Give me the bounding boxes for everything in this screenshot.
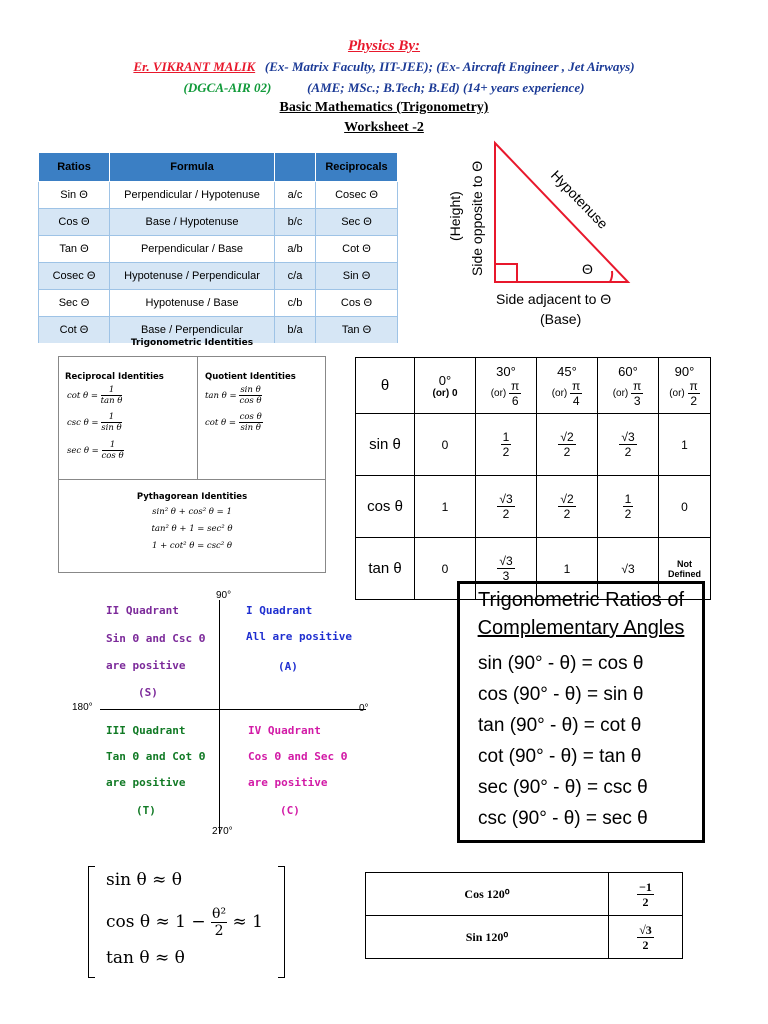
reciprocal-identities-title: Reciprocal Identities — [65, 372, 164, 382]
angle-30 — [476, 358, 537, 414]
comp-row: cot (90° - θ) = tan θ — [478, 746, 642, 767]
cell: Perpendicular / Base — [110, 236, 275, 263]
identities-box — [58, 356, 326, 573]
divider-vertical — [197, 357, 198, 479]
q2-letter: (S) — [138, 686, 158, 699]
cell: c/a — [275, 263, 316, 290]
table-row — [39, 209, 398, 236]
fraction — [558, 492, 575, 521]
y-axis — [219, 600, 220, 834]
quotient-identities-title: Quotient Identities — [205, 372, 296, 382]
eq-rhs: ≈ 1 — [232, 912, 263, 932]
q3-letter: (T) — [136, 804, 156, 817]
fraction — [501, 430, 512, 459]
col-ratios: Ratios — [39, 153, 110, 182]
value-cell — [476, 414, 537, 476]
denominator: tan θ — [100, 396, 123, 406]
denominator: 2 — [690, 393, 698, 408]
value-cell — [598, 414, 659, 476]
angle-0 — [415, 358, 476, 414]
sin120-value — [609, 916, 683, 959]
fraction — [637, 923, 654, 952]
x-axis — [100, 709, 366, 710]
q1-text: All are positive — [246, 630, 352, 643]
q3-text2: are positive — [106, 776, 186, 789]
cell: Cos Θ — [39, 209, 110, 236]
q4-title: IV Quadrant — [248, 724, 321, 737]
numerator: π — [689, 378, 698, 393]
cell: Hypotenuse / Base — [110, 290, 275, 317]
degree: 30° — [496, 363, 516, 379]
row-label: sin θ — [356, 414, 415, 476]
q2-text: Sin Θ and Csc Θ — [106, 632, 206, 645]
identity-cot — [67, 385, 122, 406]
numerator: 1 — [102, 440, 124, 451]
label-180: 180° — [72, 702, 93, 713]
numerator: √3 — [499, 554, 513, 568]
pythagorean-1: sin² θ + cos² θ = 1 — [152, 507, 232, 517]
adjacent-side-label: Side adjacent to Θ — [496, 291, 612, 307]
denominator: sin θ — [240, 423, 261, 433]
degree: 0° — [438, 372, 452, 388]
sin120-label: Sin 120⁰ — [366, 916, 609, 959]
cell: Cot Θ — [39, 317, 110, 344]
small-angle-approximations — [88, 866, 286, 978]
q2-title: II Quadrant — [106, 604, 179, 617]
approx-sin: sin θ ≈ θ — [106, 870, 183, 890]
eq-lhs: cot θ = — [67, 391, 98, 401]
radian — [416, 388, 474, 399]
dgca-code: (DGCA-AIR 02) — [183, 80, 272, 95]
q4-text: Cos Θ and Sec Θ — [248, 750, 348, 763]
col-reciprocals: Reciprocals — [316, 153, 398, 182]
pythagorean-3: 1 + cot² θ = csc² θ — [151, 541, 233, 551]
cos120-label: Cos 120⁰ — [366, 873, 609, 916]
cell: c/b — [275, 290, 316, 317]
value-cell: 0 — [415, 414, 476, 476]
comp-row: sec (90° - θ) = csc θ — [478, 777, 648, 798]
fraction — [239, 412, 263, 433]
denominator: 3 — [633, 393, 641, 408]
denominator: 2 — [502, 445, 510, 459]
cell: a/c — [275, 182, 316, 209]
identity-sec — [67, 440, 124, 461]
bracket-right — [278, 866, 285, 978]
radian-value: 0 — [451, 387, 458, 399]
denominator: 2 — [563, 507, 571, 521]
fraction — [623, 492, 634, 521]
identity-csc — [67, 412, 122, 433]
angle-90 — [659, 358, 711, 414]
fraction — [497, 492, 514, 521]
or-label: (or) — [551, 387, 568, 399]
fraction — [688, 379, 700, 408]
value-cell: 0 — [415, 538, 476, 600]
pythagorean-identities-title: Pythagorean Identities — [136, 492, 248, 502]
value-cell: 1 — [415, 476, 476, 538]
fraction — [211, 906, 227, 939]
denominator: cos θ — [101, 451, 124, 461]
subject-heading: Basic Mathematics (Trigonometry) — [279, 100, 489, 115]
cell: Cosec Θ — [39, 263, 110, 290]
base-label: (Base) — [540, 311, 582, 327]
label-0: 0° — [359, 703, 369, 714]
fraction — [497, 554, 514, 583]
table-row — [39, 182, 398, 209]
numerator: cos θ — [239, 412, 262, 422]
q2-text2: are positive — [106, 659, 186, 672]
height-label: (Height) — [447, 191, 463, 241]
value-cell: 0 — [659, 476, 711, 538]
fraction — [570, 379, 582, 408]
right-angle-marker — [495, 264, 517, 282]
bracket-left — [88, 866, 95, 978]
label-90: 90° — [216, 590, 232, 601]
author-line — [0, 59, 768, 75]
cell: Base / Hypotenuse — [110, 209, 275, 236]
denominator: 2 — [563, 445, 571, 459]
worksheet-heading: Worksheet -2 — [344, 120, 424, 135]
value-cell — [598, 476, 659, 538]
value-cell — [537, 476, 598, 538]
eq-lhs: sec θ = — [67, 446, 99, 456]
numerator: sin θ — [240, 385, 261, 395]
radian — [477, 379, 535, 408]
or-label: (or) — [669, 387, 685, 399]
eq-lhs: csc θ = — [67, 418, 99, 428]
denominator: 2 — [214, 923, 224, 939]
comp-row: tan (90° - θ) = cot θ — [478, 715, 642, 736]
cell: b/c — [275, 209, 316, 236]
table-row — [356, 414, 711, 476]
right-triangle-diagram — [440, 138, 640, 328]
or-label: (or) — [432, 387, 450, 399]
numerator: π — [633, 378, 642, 393]
fraction — [101, 385, 123, 406]
denominator: cos θ — [239, 396, 262, 406]
label-270: 270° — [212, 826, 233, 837]
quadrant-diagram — [70, 588, 380, 848]
q1-title: I Quadrant — [246, 604, 313, 617]
numerator: −1 — [639, 879, 652, 894]
angle-60 — [598, 358, 659, 414]
pythagorean-2: tan² θ + 1 = sec² θ — [151, 524, 233, 534]
cos120-value — [609, 873, 683, 916]
triangle-shape — [495, 143, 628, 282]
numerator: √3 — [621, 430, 635, 444]
q1-letter: (A) — [278, 660, 298, 673]
angle-45 — [537, 358, 598, 414]
numerator: √3 — [639, 922, 652, 937]
table-row — [356, 358, 711, 414]
cell: Sec Θ — [316, 209, 398, 236]
author-name: Er. VIKRANT MALIK — [133, 59, 256, 74]
q3-title: III Quadrant — [106, 724, 186, 737]
value-cell — [476, 476, 537, 538]
fraction — [631, 379, 643, 408]
table-row — [39, 263, 398, 290]
identity-tan-quotient — [205, 385, 262, 406]
approx-cos — [106, 906, 263, 939]
cell: Tan Θ — [316, 317, 398, 344]
degree: 60° — [618, 363, 638, 379]
theta-label: Θ — [582, 261, 593, 277]
cell: Cos Θ — [316, 290, 398, 317]
theta-header: θ — [356, 358, 415, 414]
q4-letter: (C) — [280, 804, 300, 817]
numerator: √2 — [560, 430, 574, 444]
cell: Cosec Θ — [316, 182, 398, 209]
table-row — [356, 476, 711, 538]
opposite-side-label: Side opposite to Θ — [469, 160, 485, 276]
denominator: 4 — [572, 393, 580, 408]
numerator: 1 — [101, 385, 123, 396]
fraction — [637, 880, 654, 909]
page-title: Physics By: — [347, 38, 421, 54]
cell: Base / Perpendicular — [110, 317, 275, 344]
comp-row: csc (90° - θ) = sec θ — [478, 808, 648, 829]
value-cell: √3 — [598, 538, 659, 600]
fraction — [239, 385, 261, 406]
qualifications: (AME; MSc.; B.Tech; B.Ed) (14+ years experience) — [307, 80, 585, 95]
degree: 90° — [674, 363, 695, 379]
identities-title: Trigonometric Identities — [130, 338, 254, 348]
credentials-line — [0, 80, 768, 96]
denominator: 2 — [502, 507, 510, 521]
q4-text2: are positive — [248, 776, 328, 789]
fraction — [101, 412, 121, 433]
eq-lhs: tan θ = — [205, 391, 237, 401]
author-credentials: (Ex- Matrix Faculty, IIT-JEE); (Ex- Aircraft Engineer , Jet Airways) — [264, 59, 635, 74]
numerator: 1 — [624, 492, 632, 506]
radian — [538, 379, 596, 408]
table-row — [366, 916, 683, 959]
denominator: 3 — [502, 569, 510, 583]
cell: Hypotenuse / Perpendicular — [110, 263, 275, 290]
col-formula: Formula — [110, 153, 275, 182]
comp-row: cos (90° - θ) = sin θ — [478, 684, 644, 705]
denominator: sin θ — [101, 423, 122, 433]
ratios-table — [38, 152, 398, 343]
row-label: tan θ — [356, 538, 415, 600]
denominator: 2 — [624, 507, 632, 521]
or-label: (or) — [490, 387, 507, 399]
complementary-angles-box — [457, 581, 705, 843]
q3-text: Tan Θ and Cot Θ — [106, 750, 206, 763]
divider-horizontal — [59, 479, 325, 480]
approx-tan: tan θ ≈ θ — [106, 948, 185, 968]
table-row — [39, 236, 398, 263]
or-label: (or) — [612, 387, 629, 399]
fraction — [509, 379, 521, 408]
numerator: √2 — [560, 492, 574, 506]
values-120-table — [365, 872, 683, 959]
fraction — [102, 440, 124, 461]
radian — [599, 379, 657, 408]
eq-lhs: cot θ = — [205, 418, 236, 428]
cell: Sin Θ — [39, 182, 110, 209]
radian — [660, 379, 709, 408]
denominator: 6 — [511, 393, 519, 408]
numerator: θ² — [212, 906, 227, 922]
standard-angles-table — [355, 357, 711, 600]
denominator: 2 — [642, 894, 649, 909]
fraction — [558, 430, 575, 459]
numerator: √3 — [499, 492, 513, 506]
denominator: 2 — [642, 937, 649, 952]
col-abbr — [275, 153, 316, 182]
fraction — [619, 430, 636, 459]
value-cell: 1 — [659, 414, 711, 476]
hypotenuse-label: Hypotenuse — [547, 166, 612, 232]
comp-title-2: Complementary Angles — [477, 617, 685, 639]
comp-title-1: Trigonometric Ratios of — [478, 589, 684, 611]
value-cell: 1 — [537, 538, 598, 600]
numerator: 1 — [502, 430, 510, 444]
cell: Sec Θ — [39, 290, 110, 317]
cell: Sin Θ — [316, 263, 398, 290]
cell: Perpendicular / Hypotenuse — [110, 182, 275, 209]
numerator: π — [511, 378, 520, 393]
numerator: π — [572, 378, 581, 393]
value-cell: Not Defined — [659, 538, 711, 600]
identity-cot-quotient — [205, 412, 263, 433]
table-row — [39, 290, 398, 317]
cell: a/b — [275, 236, 316, 263]
numerator: 1 — [101, 412, 121, 423]
value-cell — [537, 414, 598, 476]
cell: Tan Θ — [39, 236, 110, 263]
theta-arc — [610, 271, 612, 282]
row-label: cos θ — [356, 476, 415, 538]
eq-lhs: cos θ ≈ 1 − — [106, 912, 206, 932]
degree: 45° — [557, 363, 577, 379]
denominator: 2 — [624, 445, 632, 459]
cell: b/a — [275, 317, 316, 344]
table-row — [366, 873, 683, 916]
cell: Cot Θ — [316, 236, 398, 263]
comp-row: sin (90° - θ) = cos θ — [478, 653, 644, 674]
